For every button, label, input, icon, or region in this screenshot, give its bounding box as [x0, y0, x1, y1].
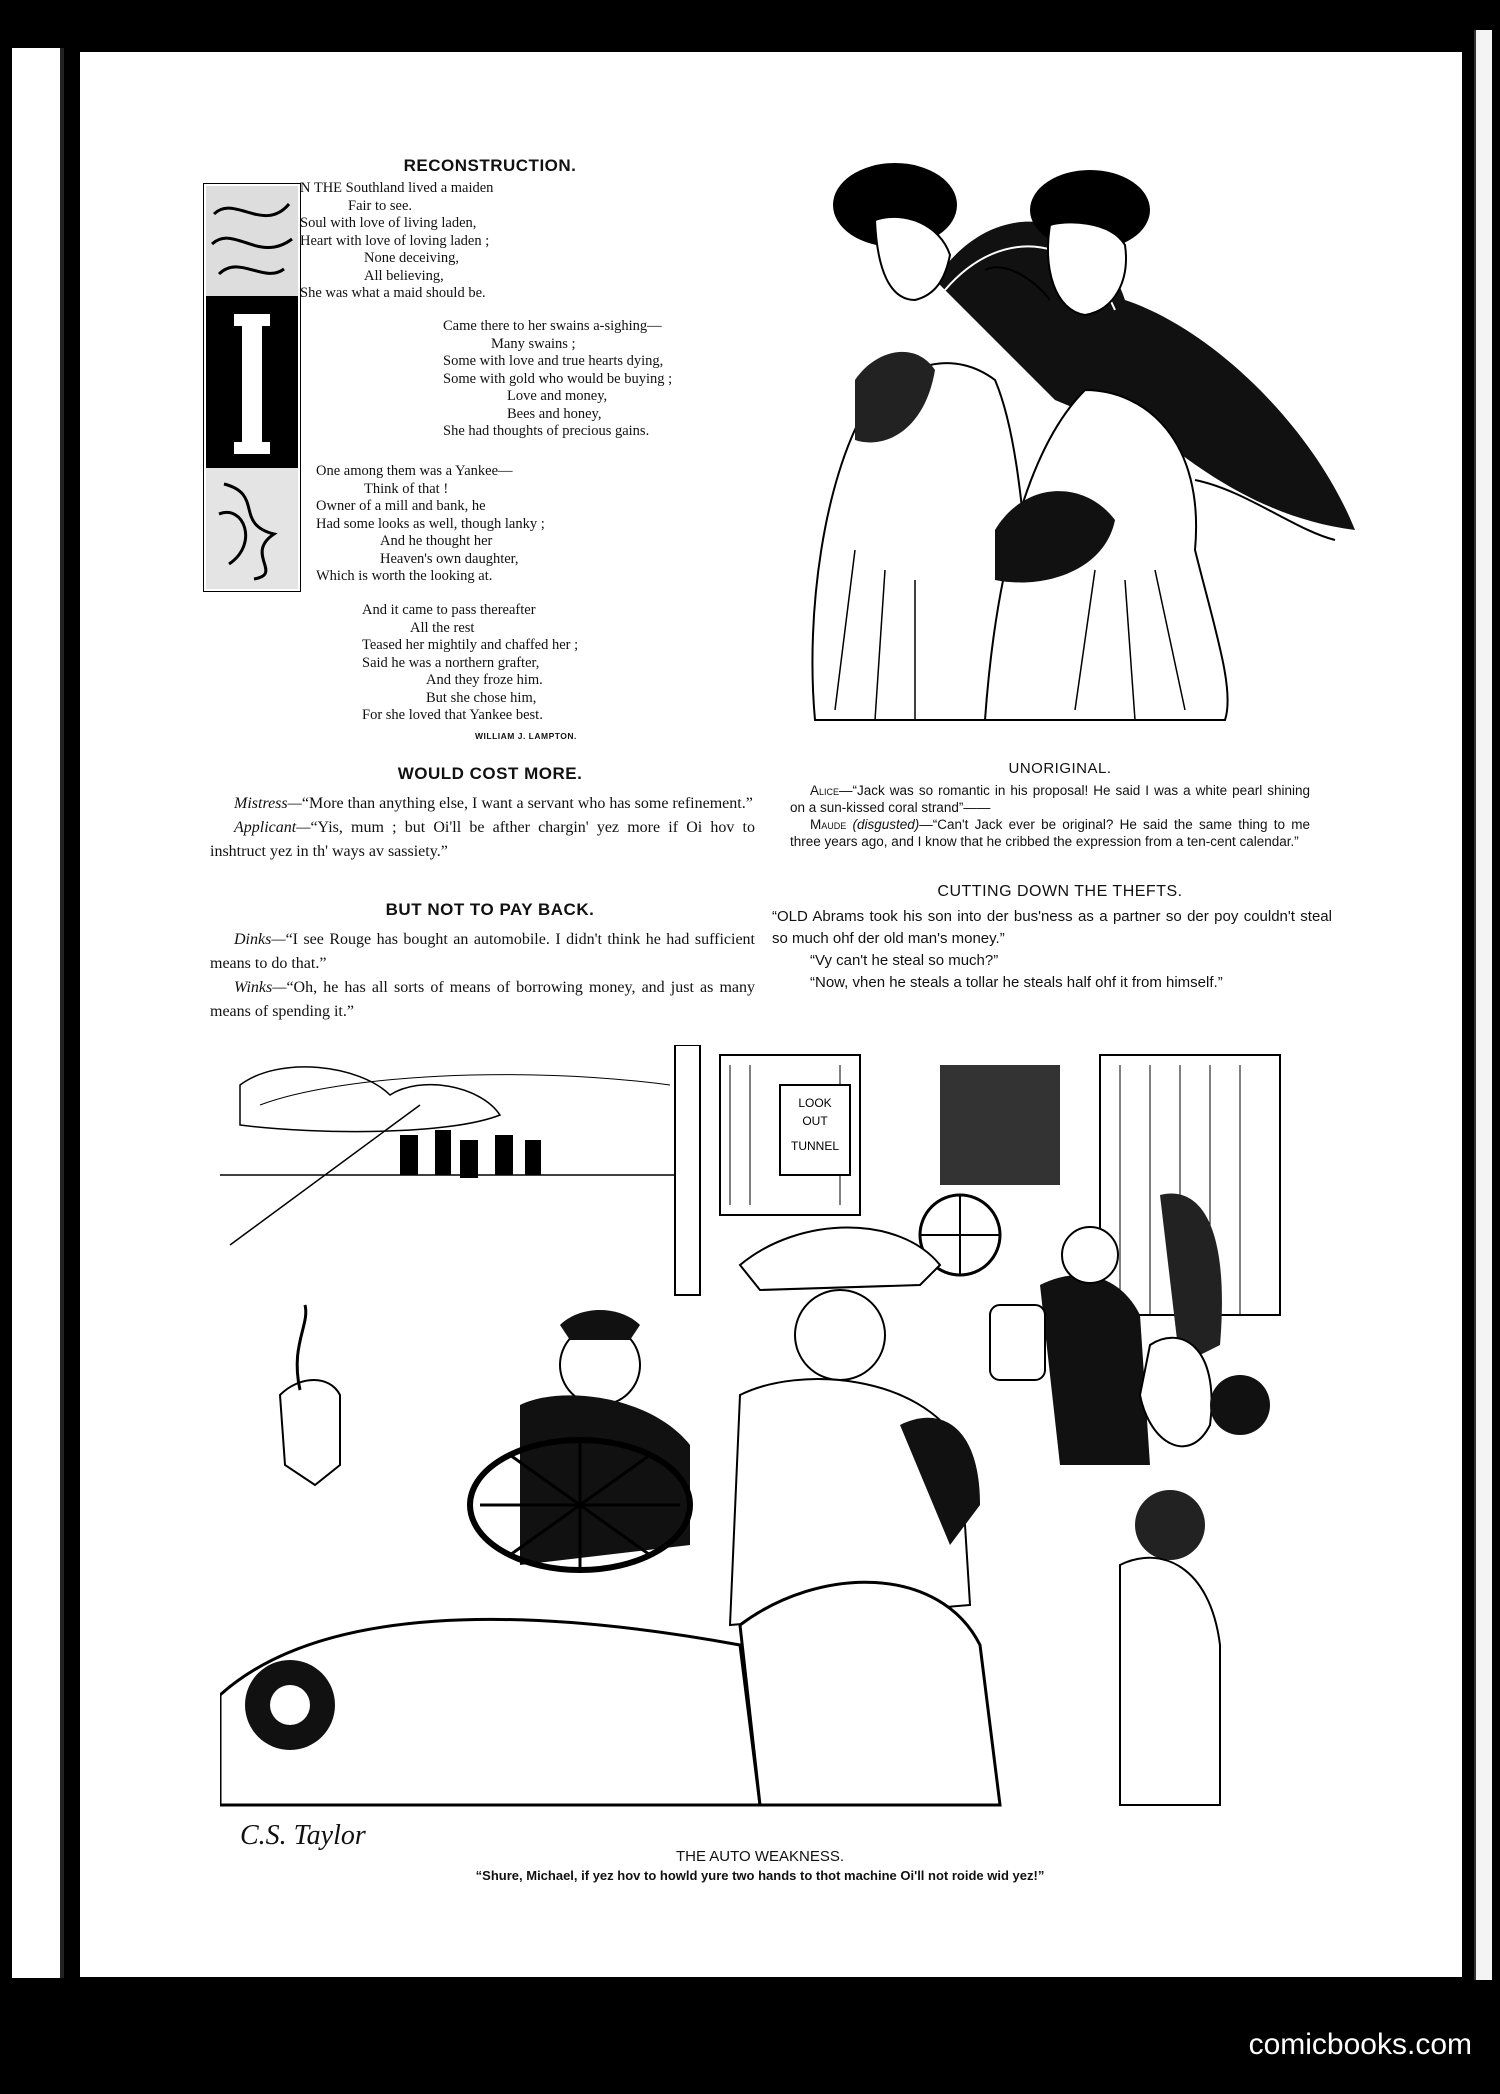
payback-paragraph-1	[210, 928, 755, 976]
poem-line: Teased her mightily and chaffed her ;	[362, 637, 579, 653]
speaker-label: Mistress—	[234, 795, 302, 812]
unoriginal-paragraph-2	[790, 816, 1310, 850]
dialogue-text: “I see Rouge has bought an automobile. I didn't think he had sufficient means to do that.”	[210, 931, 755, 972]
poem-line: Which is worth the looking at.	[316, 568, 493, 584]
cost-paragraph-2	[210, 816, 755, 864]
cost-title: WOULD COST MORE.	[397, 764, 583, 783]
sign-line-1: LOOK	[798, 1096, 832, 1110]
poem-line: Said he was a northern grafter,	[362, 654, 540, 671]
poem-line: Heart with love of loving laden ;	[300, 232, 490, 249]
poem-line: One among them was a Yankee—	[316, 463, 513, 479]
poem-line: She had thoughts of precious gains.	[443, 423, 650, 439]
speaker-label: Applicant—	[234, 819, 311, 836]
dialogue-text: “Yis, mum ; but Oi'll be afther chargin' yez more if Oi hov to inshtruct yez in th' ways av sassiety.”	[210, 819, 755, 860]
poem-line: Fair to see.	[348, 197, 413, 214]
speaker-label: Dinks—	[234, 931, 286, 948]
auto-weakness-cartoon	[220, 1045, 1300, 1845]
unoriginal-paragraph-1	[790, 782, 1310, 816]
poem-line: Soul with love of living laden,	[300, 215, 477, 231]
unoriginal-title: UNORIGINAL.	[1008, 760, 1112, 777]
cost-body	[210, 792, 755, 864]
two-women-illustration	[795, 150, 1365, 750]
dialogue-text: “More than anything else, I want a servant who has some refinement.”	[301, 795, 753, 812]
payback-title: BUT NOT TO PAY BACK.	[385, 900, 595, 919]
speaker-label: Alice—	[810, 783, 853, 798]
right-page-edge	[1474, 30, 1492, 1980]
unoriginal-body	[790, 782, 1310, 850]
thefts-paragraph-1: “OLD Abrams took his son into der bus'ness as a partner so der poy couldn't steal so much ohf der old man's money.”	[772, 908, 1332, 947]
poem-line: Heaven's own daughter,	[380, 550, 519, 567]
stage-direction: (disgusted)	[852, 817, 920, 832]
speaker-label: Maude	[810, 817, 847, 832]
sign-line-2: OUT	[802, 1114, 828, 1128]
poem-line: And they froze him.	[426, 672, 543, 688]
poem-line: Bees and honey,	[507, 405, 602, 422]
poem-line: All the rest	[410, 619, 475, 636]
poem-line: None deceiving,	[364, 250, 460, 266]
payback-paragraph-2	[210, 976, 755, 1024]
decorative-initial-i	[203, 183, 301, 592]
thefts-paragraph-3: “Now, vhen he steals a tollar he steals half ohf it from himself.”	[810, 974, 1223, 991]
poem-line: Some with gold who would be buying ;	[443, 370, 673, 387]
poem-line: N THE Southland lived a maiden	[300, 180, 494, 196]
thefts-paragraph-2: “Vy can't he steal so much?”	[810, 952, 999, 969]
site-watermark: comicbooks.com	[1248, 2028, 1472, 2061]
poem-line: Owner of a mill and bank, he	[316, 498, 486, 514]
stanza-2	[443, 318, 672, 441]
thefts-title: CUTTING DOWN THE THEFTS.	[937, 883, 1183, 900]
poem-title: RECONSTRUCTION.	[403, 156, 577, 175]
payback-body	[210, 928, 755, 1024]
cartoon-title: THE AUTO WEAKNESS.	[675, 1848, 845, 1865]
stanza-3	[316, 463, 545, 586]
speaker-label: Winks—	[234, 979, 287, 996]
poem-line: And it came to pass thereafter	[362, 602, 536, 618]
dialogue-text: “Oh, he has all sorts of means of borrowing money, and just as many means of spending it.”	[210, 979, 755, 1020]
cartoon-caption: “Shure, Michael, if yez hov to howld yure two hands to thot machine Oi'll not roide wid yez!”	[475, 1868, 1045, 1883]
poem-author: WILLIAM J. LAMPTON.	[475, 731, 577, 741]
left-page-edge	[12, 48, 64, 1978]
poem-line: Think of that !	[364, 480, 449, 497]
dialogue-text: —“Can't Jack ever be original? He said the same thing to me three years ago, and I know that he cribbed the expression from a ten-cent calendar.”	[790, 817, 1310, 849]
poem-line: Love and money,	[507, 388, 608, 404]
thefts-body	[772, 906, 1332, 994]
artist-signature: C.S. Taylor	[240, 1820, 366, 1851]
poem-line: Had some looks as well, though lanky ;	[316, 515, 545, 532]
poem-line: Some with love and true hearts dying,	[443, 353, 664, 369]
sign-line-3: TUNNEL	[790, 1139, 840, 1153]
poem-line: Many swains ;	[491, 335, 576, 352]
poem-line: And he thought her	[380, 533, 493, 549]
dialogue-text: “Jack was so romantic in his proposal! He said I was a white pearl shining on a sun-kissed coral strand”——	[790, 783, 1310, 815]
poem-line: She was what a maid should be.	[300, 285, 486, 301]
poem-line: But she chose him,	[426, 689, 537, 706]
poem-line: All believing,	[364, 267, 444, 284]
poem-line: Came there to her swains a-sighing—	[443, 318, 662, 334]
stanza-1	[300, 180, 493, 303]
cost-paragraph-1	[210, 792, 755, 816]
stanza-4	[362, 602, 578, 725]
poem-line: For she loved that Yankee best.	[362, 707, 543, 723]
